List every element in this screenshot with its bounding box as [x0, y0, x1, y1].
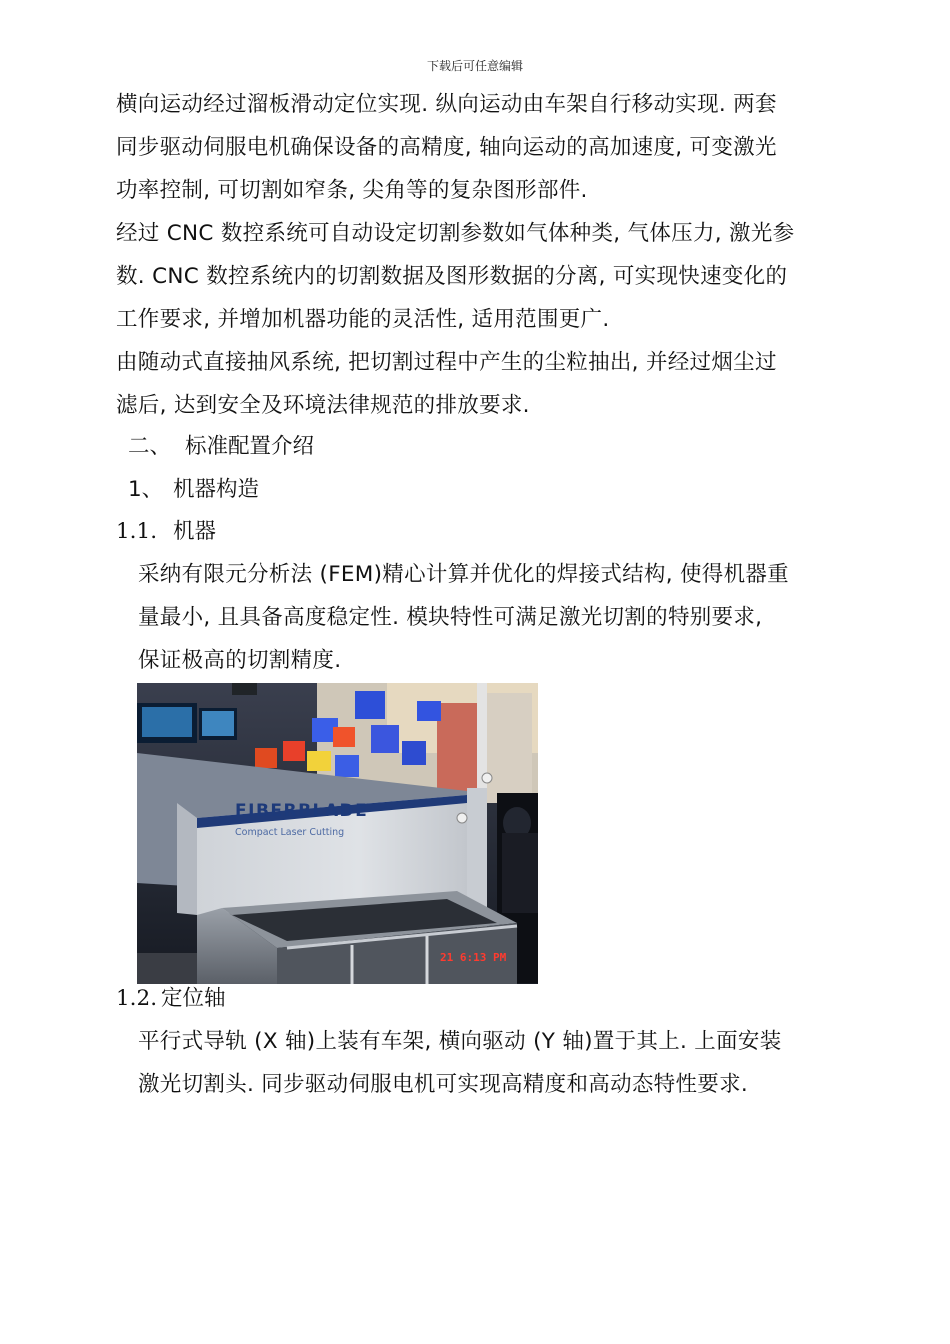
paragraph-line: 经过 CNC 数控系统可自动设定切割参数如气体种类, 气体压力, 激光参 [116, 221, 795, 246]
subsubsection-title: 定位轴 [161, 986, 226, 1011]
subsubsection-number: 1.1. [116, 519, 158, 544]
paragraph-line: 同步驱动伺服电机确保设备的高精度, 轴向运动的高加速度, 可变激光 [116, 135, 777, 160]
subsection-heading [128, 477, 259, 503]
subsection-title: 机器构造 [173, 477, 260, 502]
photo-timestamp: 21 6:13 PM [440, 951, 507, 964]
machine-tagline-text: Compact Laser Cutting [235, 827, 345, 838]
paragraph-line: 功率控制, 可切割如窄条, 尖角等的复杂图形部件. [116, 178, 588, 203]
paragraph-line: 平行式导轨 (X 轴)上装有车架, 横向驱动 (Y 轴)置于其上. 上面安装 [138, 1029, 782, 1054]
subsubsection-heading [116, 986, 226, 1012]
paragraph-line: 数. CNC 数控系统内的切割数据及图形数据的分离, 可实现快速变化的 [116, 264, 788, 289]
paragraph-line: 工作要求, 并增加机器功能的灵活性, 适用范围更广. [116, 307, 610, 332]
paragraph-line: 激光切割头. 同步驱动伺服电机可实现高精度和高动态特性要求. [138, 1072, 749, 1097]
paragraph-line: 采纳有限元分析法 (FEM)精心计算并优化的焊接式结构, 使得机器重 [138, 562, 789, 587]
paragraph-line: 滤后, 达到安全及环境法律规范的排放要求. [116, 393, 530, 418]
machine-photo [137, 683, 538, 984]
section-number: 二、 [128, 434, 172, 459]
machine-brand-text: FIBERBLADE [235, 801, 369, 821]
section-heading [128, 434, 314, 460]
subsection-number: 1、 [128, 477, 164, 502]
section-title: 标准配置介绍 [185, 434, 315, 459]
paragraph-line: 由随动式直接抽风系统, 把切割过程中产生的尘粒抽出, 并经过烟尘过 [116, 350, 777, 375]
page-header-note: 下载后可任意编辑 [426, 59, 523, 73]
subsubsection-number: 1.2. [116, 986, 158, 1011]
subsubsection-title: 机器 [173, 519, 217, 544]
paragraph-line: 量最小, 且具备高度稳定性. 模块特性可满足激光切割的特别要求, [138, 605, 763, 630]
paragraph-line: 保证极高的切割精度. [138, 648, 342, 673]
paragraph-line: 横向运动经过溜板滑动定位实现. 纵向运动由车架自行移动实现. 两套 [116, 92, 777, 117]
subsubsection-heading [116, 519, 216, 545]
